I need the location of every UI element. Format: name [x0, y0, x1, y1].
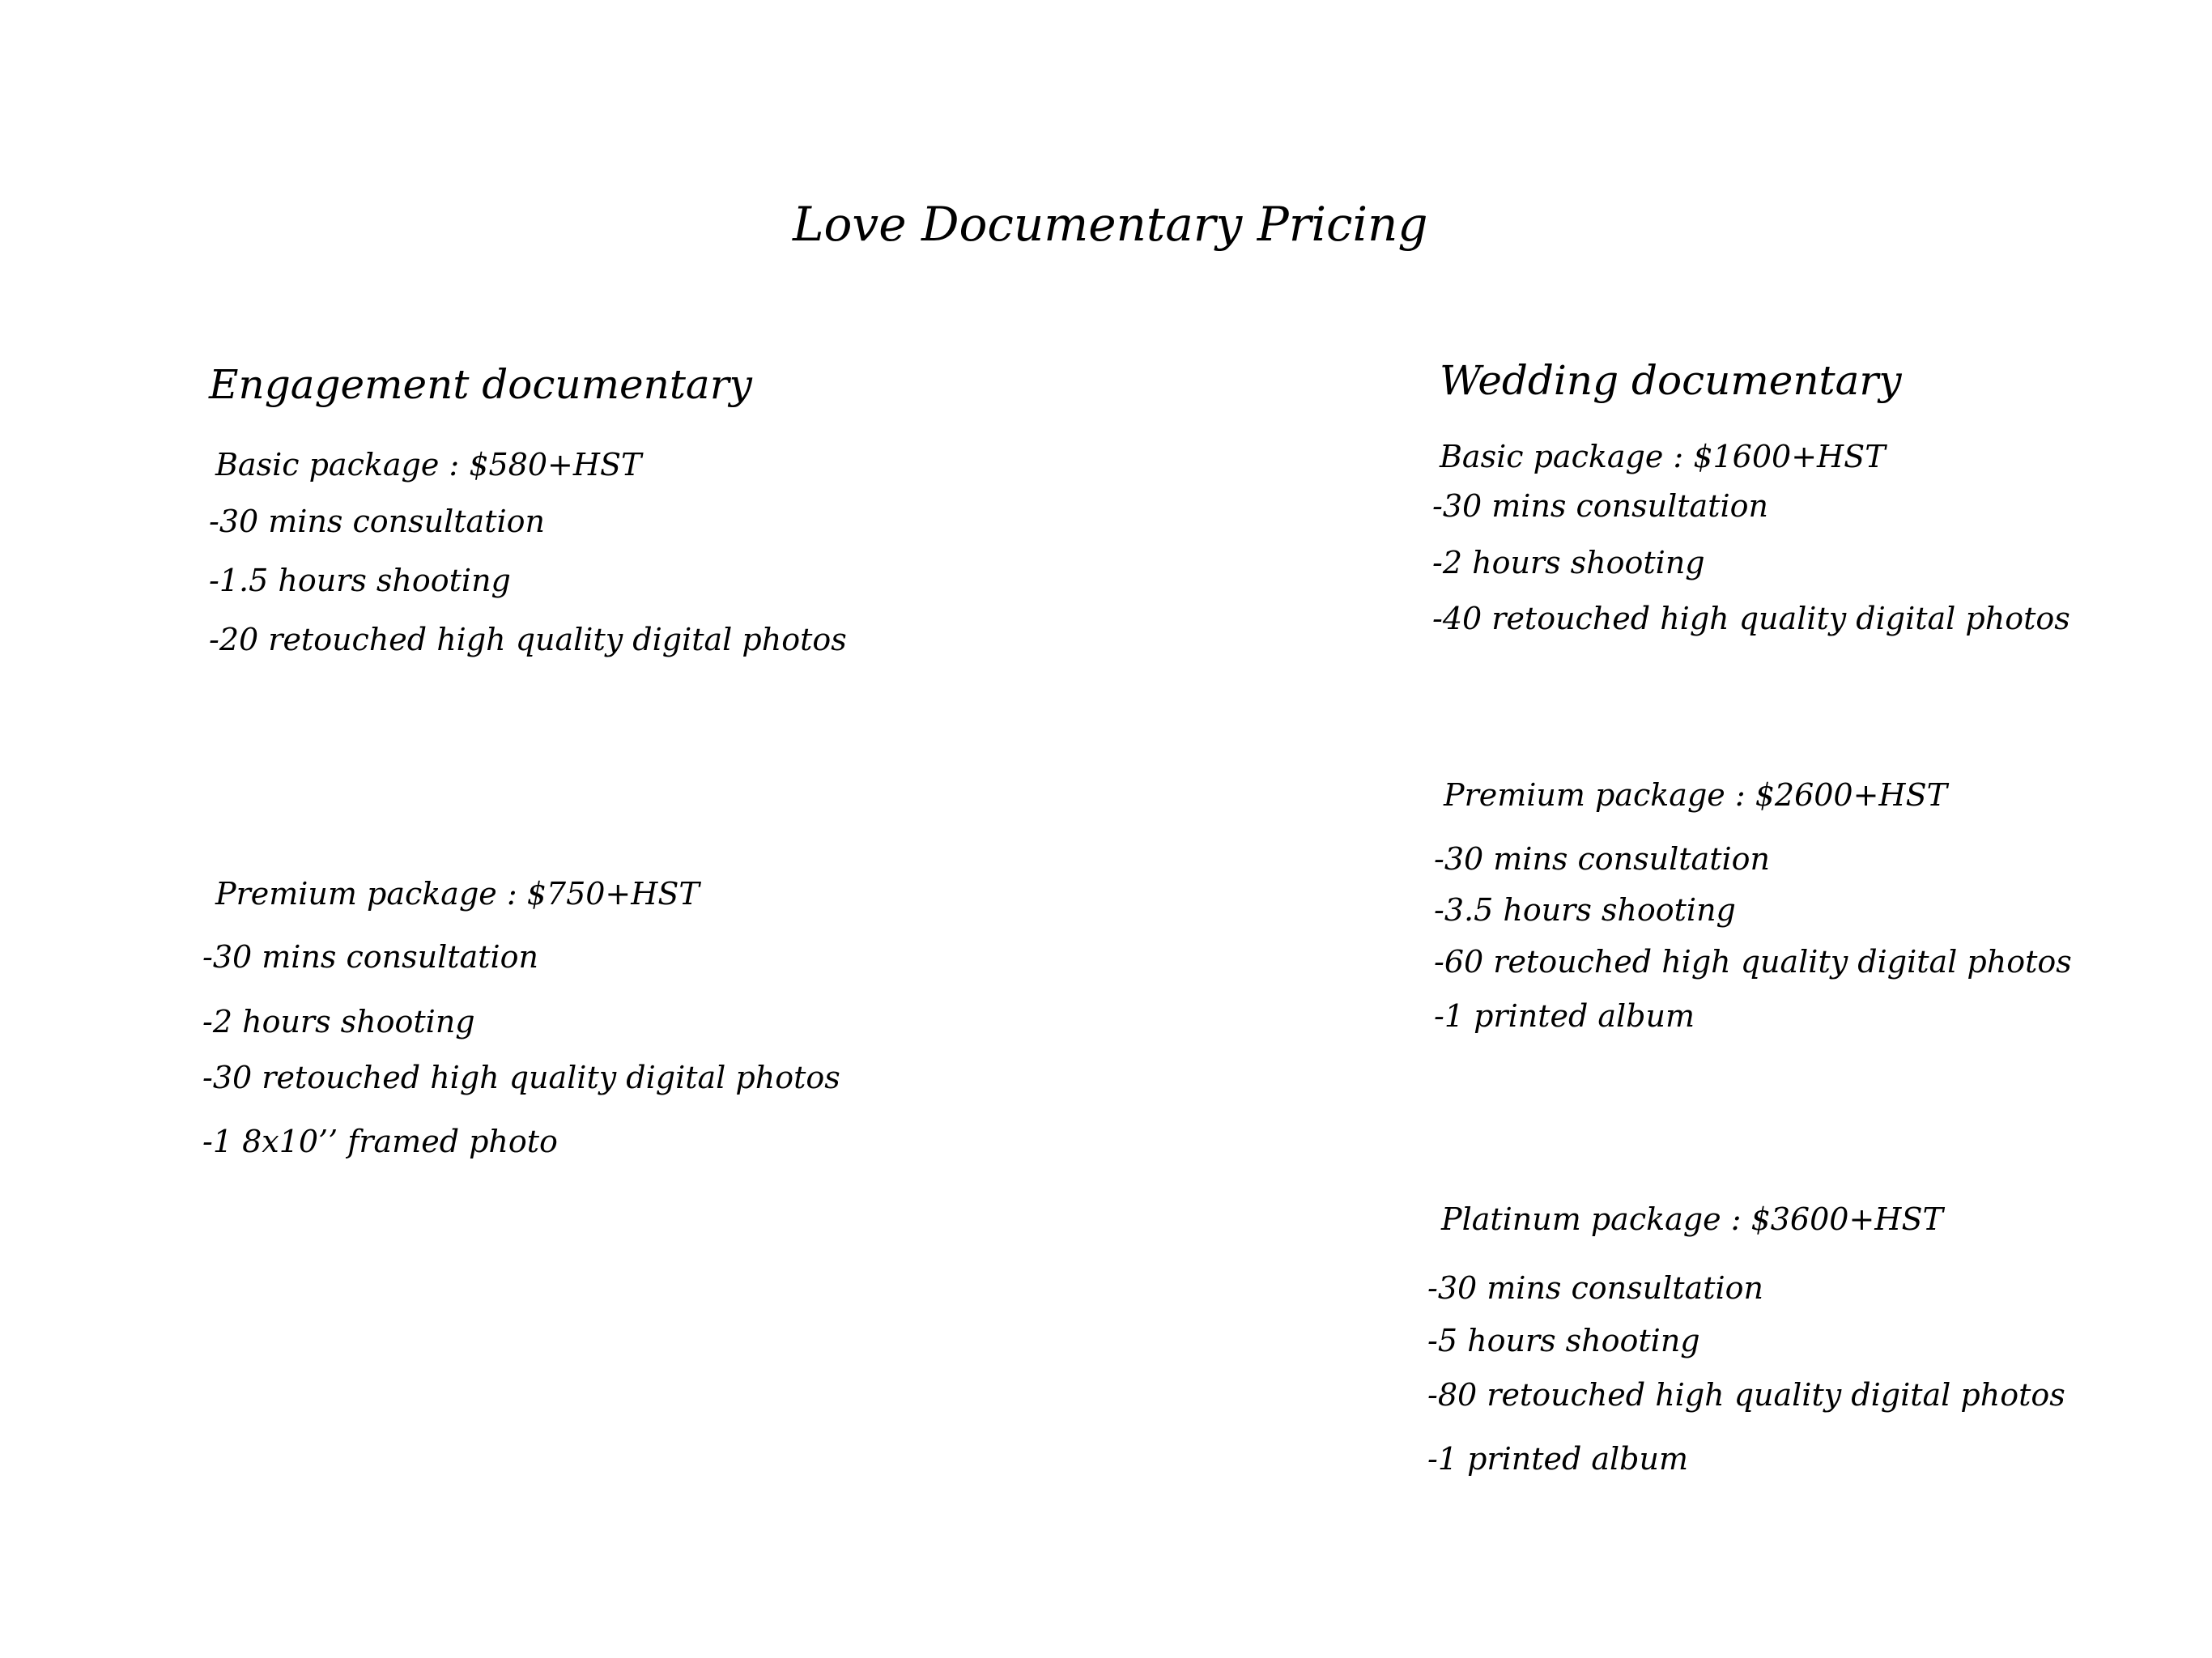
wedding-premium-item: -30 mins consultation [1434, 841, 1770, 877]
engagement-basic-item: -1.5 hours shooting [209, 563, 511, 598]
wedding-basic-package: Basic package : $1600+HST [1440, 439, 1886, 474]
engagement-premium-item: -1 8x10’’ framed photo [202, 1124, 558, 1159]
wedding-basic-item: -30 mins consultation [1432, 488, 1768, 524]
wedding-platinum-package: Platinum package : $3600+HST [1441, 1201, 1943, 1237]
engagement-premium-item: -2 hours shooting [202, 1004, 475, 1039]
engagement-basic-item: -20 retouched high quality digital photos [209, 622, 847, 657]
wedding-premium-item: -60 retouched high quality digital photos [1434, 944, 2072, 980]
wedding-platinum-item: -1 printed album [1427, 1441, 1689, 1477]
engagement-heading: Engagement documentary [209, 361, 752, 408]
wedding-platinum-item: -5 hours shooting [1427, 1323, 1700, 1358]
wedding-premium-item: -1 printed album [1434, 998, 1695, 1034]
wedding-premium-item: -3.5 hours shooting [1434, 892, 1736, 928]
wedding-platinum-item: -80 retouched high quality digital photos [1427, 1377, 2065, 1413]
engagement-basic-item: -30 mins consultation [209, 504, 545, 539]
wedding-platinum-item: -30 mins consultation [1427, 1270, 1763, 1306]
page-title: Love Documentary Pricing [793, 197, 1428, 252]
wedding-basic-item: -2 hours shooting [1432, 545, 1705, 580]
engagement-premium-item: -30 retouched high quality digital photos [202, 1060, 840, 1095]
wedding-basic-item: -40 retouched high quality digital photos [1432, 601, 2070, 636]
engagement-premium-item: -30 mins consultation [202, 939, 538, 975]
wedding-premium-package: Premium package : $2600+HST [1444, 777, 1947, 813]
wedding-heading: Wedding documentary [1440, 357, 1902, 404]
engagement-basic-package: Basic package : $580+HST [215, 447, 642, 483]
engagement-premium-package: Premium package : $750+HST [215, 876, 700, 912]
